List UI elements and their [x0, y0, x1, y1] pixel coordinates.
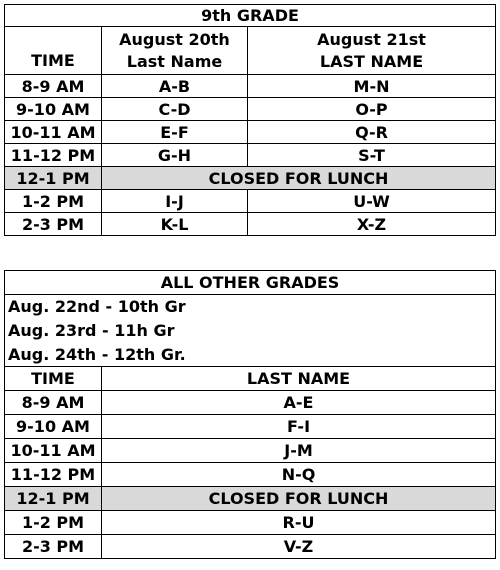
aug21-cell: U-W — [248, 190, 496, 213]
aug20-cell: C-D — [102, 98, 248, 121]
aug21-sub: LAST NAME — [319, 51, 424, 71]
table-row — [5, 190, 496, 213]
name-cell: N-Q — [102, 463, 496, 487]
lunch-cell: CLOSED FOR LUNCH — [102, 487, 496, 511]
time-cell: 1-2 PM — [5, 511, 102, 535]
time-header: TIME — [5, 367, 102, 391]
time-cell: 10-11 AM — [5, 121, 102, 144]
time-cell: 12-1 PM — [5, 167, 102, 190]
name-cell: F-I — [102, 415, 496, 439]
lunch-cell: CLOSED FOR LUNCH — [102, 167, 496, 190]
aug21-cell: S-T — [248, 144, 496, 167]
last-name-header: LAST NAME — [102, 367, 496, 391]
aug21-cell: X-Z — [248, 213, 496, 236]
table-row — [5, 121, 496, 144]
aug20-header — [102, 27, 248, 75]
date-line-10th: Aug. 22nd - 10th Gr — [5, 295, 496, 319]
date-line-12th: Aug. 24th - 12th Gr. — [5, 343, 496, 367]
time-header: TIME — [5, 27, 102, 75]
table-row — [5, 535, 496, 559]
aug20-sub: Last Name — [126, 51, 223, 71]
aug20-cell: A-B — [102, 75, 248, 98]
time-cell: 2-3 PM — [5, 535, 102, 559]
table-row — [5, 98, 496, 121]
table-row — [5, 463, 496, 487]
aug20-cell: E-F — [102, 121, 248, 144]
other-grades-title: ALL OTHER GRADES — [5, 271, 496, 295]
time-cell: 10-11 AM — [5, 439, 102, 463]
table-row — [5, 439, 496, 463]
table-row — [5, 415, 496, 439]
time-cell: 9-10 AM — [5, 415, 102, 439]
time-cell: 8-9 AM — [5, 75, 102, 98]
aug21-cell: O-P — [248, 98, 496, 121]
name-cell: V-Z — [102, 535, 496, 559]
name-cell: R-U — [102, 511, 496, 535]
ninth-grade-title: 9th GRADE — [5, 5, 496, 27]
other-grades-table — [4, 270, 496, 559]
time-cell: 2-3 PM — [5, 213, 102, 236]
table-row — [5, 75, 496, 98]
aug21-header — [248, 27, 496, 75]
date-line-11th: Aug. 23rd - 11h Gr — [5, 319, 496, 343]
aug20-cell: I-J — [102, 190, 248, 213]
aug20-cell: G-H — [102, 144, 248, 167]
aug21-date: August 21st — [317, 29, 426, 49]
lunch-row — [5, 487, 496, 511]
name-cell: A-E — [102, 391, 496, 415]
time-cell: 12-1 PM — [5, 487, 102, 511]
aug21-cell: Q-R — [248, 121, 496, 144]
table-row — [5, 511, 496, 535]
table-row — [5, 391, 496, 415]
name-cell: J-M — [102, 439, 496, 463]
aug20-date: August 20th — [119, 29, 230, 49]
table-row — [5, 213, 496, 236]
ninth-grade-table — [4, 4, 496, 236]
lunch-row — [5, 167, 496, 190]
time-cell: 9-10 AM — [5, 98, 102, 121]
aug20-cell: K-L — [102, 213, 248, 236]
table-row — [5, 144, 496, 167]
time-cell: 1-2 PM — [5, 190, 102, 213]
time-cell: 11-12 PM — [5, 144, 102, 167]
time-cell: 8-9 AM — [5, 391, 102, 415]
time-cell: 11-12 PM — [5, 463, 102, 487]
aug21-cell: M-N — [248, 75, 496, 98]
